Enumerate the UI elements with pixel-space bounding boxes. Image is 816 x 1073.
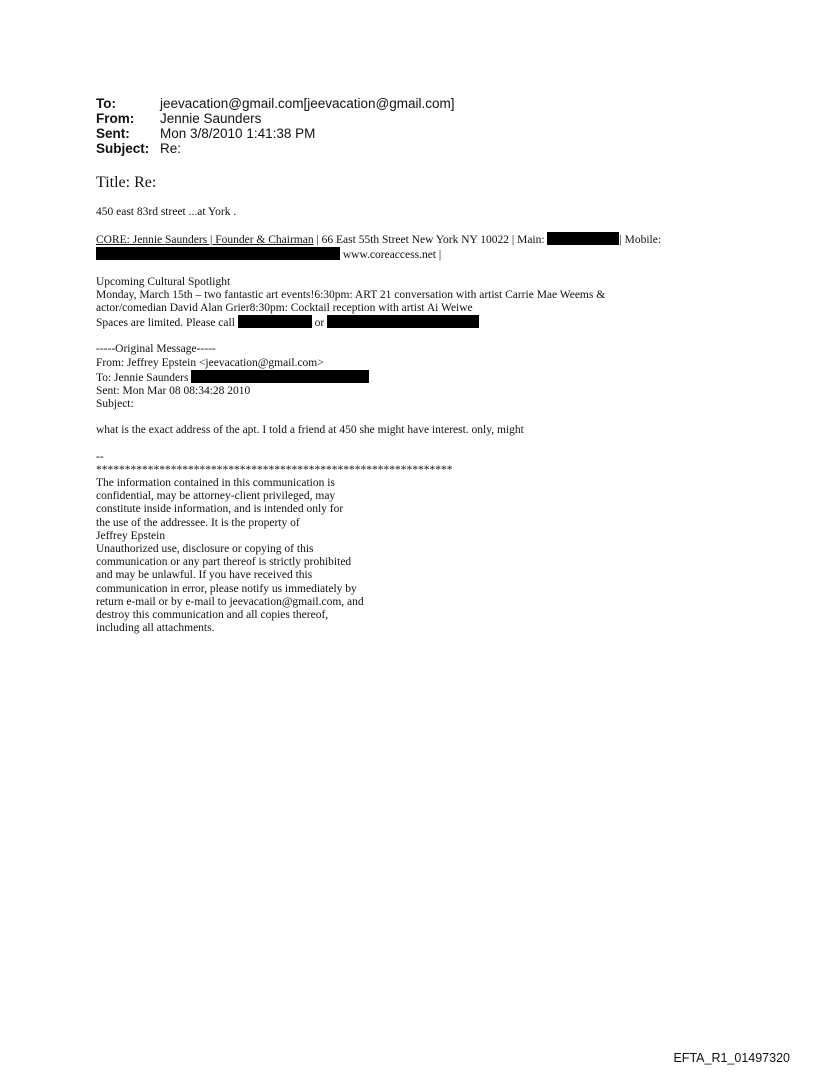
disclaimer-line: communication or any part thereof is strictly prohibited <box>96 556 352 569</box>
original-message: what is the exact address of the apt. I told a friend at 450 she might have interest. only, might <box>96 424 524 437</box>
redaction-bar <box>96 247 340 260</box>
website-link[interactable]: www.coreaccess.net | <box>342 249 442 262</box>
spaces-text: Spaces are limited. Please call <box>96 317 235 330</box>
website-line <box>96 247 736 262</box>
document-id: EFTA_R1_01497320 <box>673 1051 790 1065</box>
original-from: From: Jeffrey Epstein <jeevacation@gmail.com> <box>96 356 324 369</box>
disclaimer-line: destroy this communication and all copies thereof, <box>96 609 329 622</box>
disclaimer-line: the use of the addressee. It is the property of <box>96 516 300 529</box>
signature-rest: | 66 East 55th Street New York NY 10022 | Main: <box>313 234 548 247</box>
original-subject: Subject: <box>96 398 134 411</box>
disclaimer-line: constitute inside information, and is intended only for <box>96 503 344 516</box>
to-row <box>96 96 455 111</box>
spotlight-line-2: actor/comedian David Alan Grier8:30pm: Cocktail reception with artist Ai Weiwe <box>96 302 473 315</box>
disclaimer-line: and may be unlawful. If you have received this <box>96 569 313 582</box>
email-title: Title: Re: <box>96 174 157 191</box>
signature-mobile: | Mobile: <box>619 234 662 247</box>
spaces-line <box>96 315 736 330</box>
redaction-bar <box>191 370 369 383</box>
address-line: 450 east 83rd street ...at York . <box>96 206 237 218</box>
original-to-line <box>96 370 736 385</box>
spotlight-line-1: Monday, March 15th – two fantastic art events!6:30pm: ART 21 conversation with artist Carrie Mae Weems & <box>96 288 606 301</box>
signature-link[interactable]: CORE: Jennie Saunders | Founder & Chairman <box>96 234 314 247</box>
disclaimer-line: including all attachments. <box>96 622 215 635</box>
subject-value: Re: <box>160 141 182 156</box>
subject-row <box>96 141 455 156</box>
to-value: jeevacation@gmail.com[jeevacation@gmail.com] <box>160 96 455 111</box>
redaction-bar <box>547 232 619 245</box>
email-body <box>96 206 736 635</box>
disclaimer-line: communication in error, please notify us immediately by <box>96 582 357 595</box>
subject-label: Subject: <box>96 141 150 156</box>
from-label: From: <box>96 111 135 126</box>
redaction-bar <box>327 315 479 328</box>
email-header <box>96 96 455 156</box>
disclaimer-stars: ************************************************************** <box>96 463 453 476</box>
sent-row <box>96 126 455 141</box>
original-marker: -----Original Message----- <box>96 343 216 356</box>
redaction-bar <box>238 315 312 328</box>
spotlight-title: Upcoming Cultural Spotlight <box>96 275 231 288</box>
disclaimer-line: Jeffrey Epstein <box>96 529 166 542</box>
disclaimer-line: confidential, may be attorney-client privileged, may <box>96 490 336 503</box>
disclaimer-line: The information contained in this communication is <box>96 477 335 490</box>
sent-label: Sent: <box>96 126 130 141</box>
disclaimer-dashes: -- <box>96 450 104 463</box>
from-value: Jennie Saunders <box>160 111 262 126</box>
original-sent: Sent: Mon Mar 08 08:34:28 2010 <box>96 385 251 398</box>
to-label: To: <box>96 96 116 111</box>
from-row <box>96 111 455 126</box>
disclaimer-line: Unauthorized use, disclosure or copying of this <box>96 543 314 556</box>
original-to: To: Jennie Saunders <box>96 371 189 384</box>
signature-line <box>96 232 736 247</box>
disclaimer-line: return e-mail or by e-mail to jeevacation@gmail.com, and <box>96 595 364 608</box>
or-text: or <box>314 317 325 330</box>
sent-value: Mon 3/8/2010 1:41:38 PM <box>160 126 316 141</box>
